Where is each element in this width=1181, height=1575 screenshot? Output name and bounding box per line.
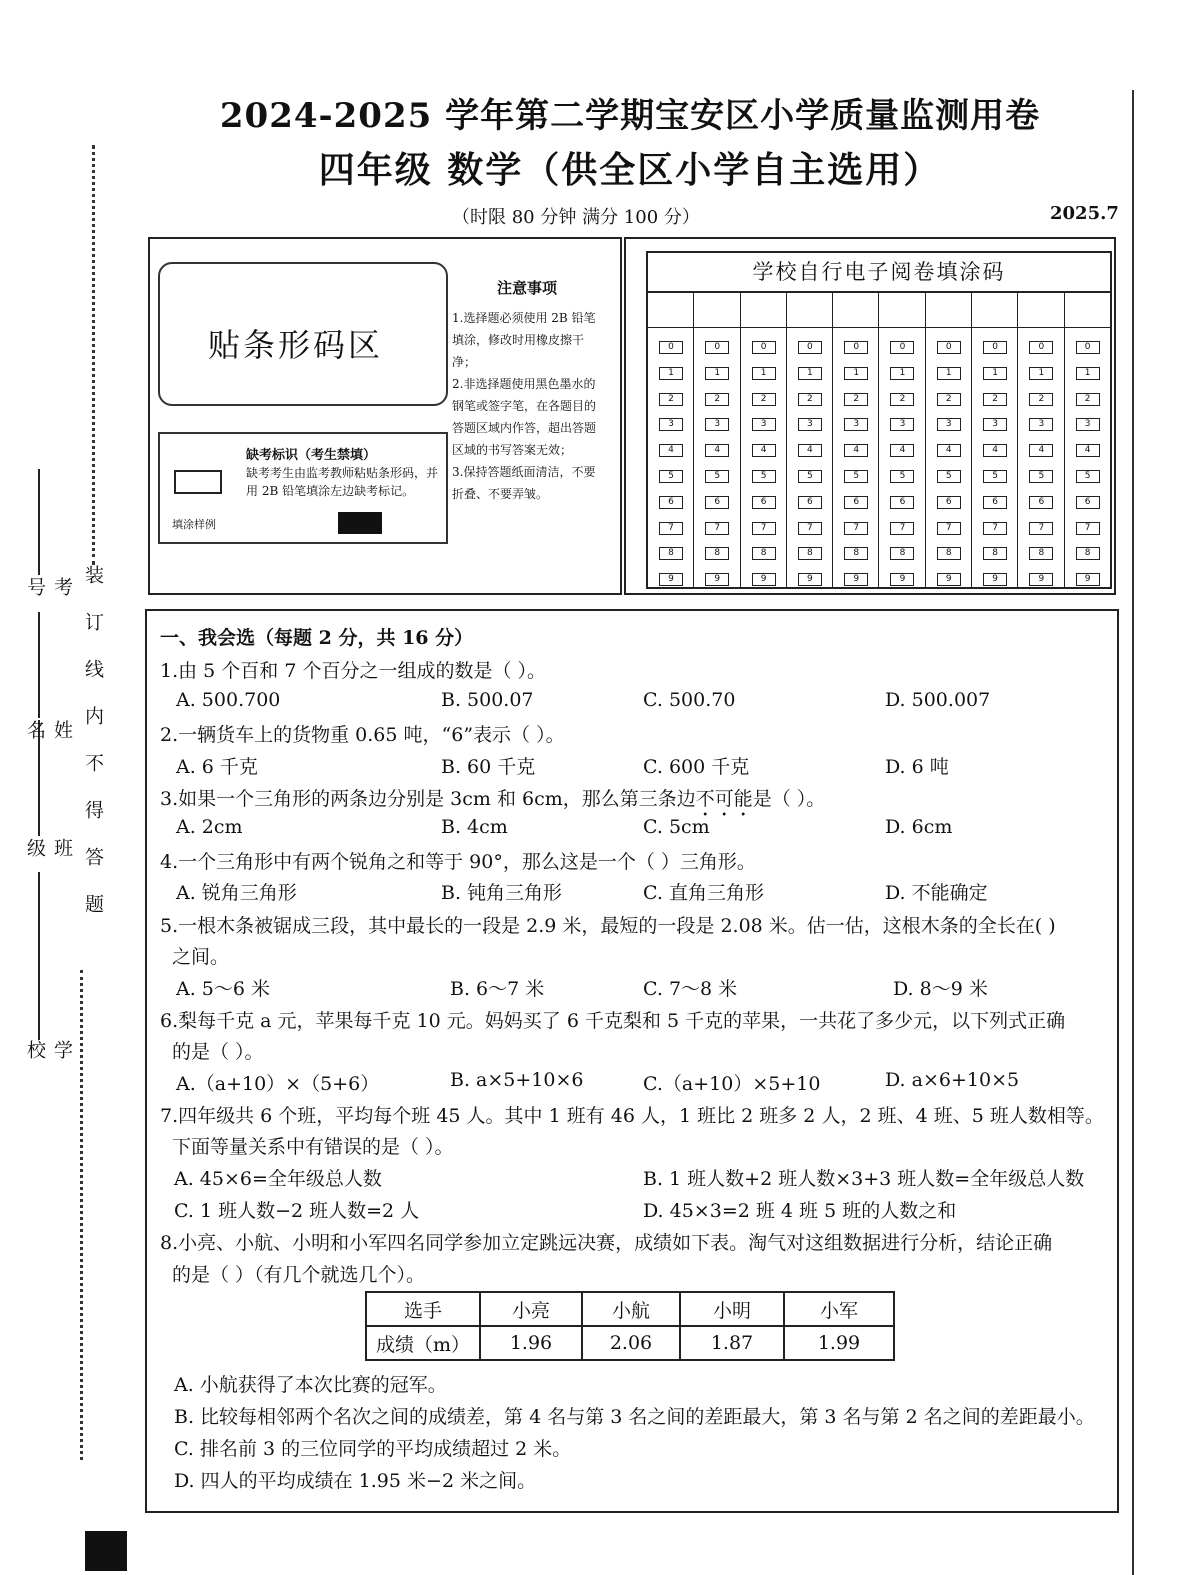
q6-option-a[interactable]: A.（a+10）×（5+6） (176, 1073, 380, 1095)
fill-code-bubble[interactable]: 4 (983, 444, 1007, 457)
class-label: 班级 (24, 838, 73, 863)
absent-mark-box (158, 432, 448, 544)
fill-code-bubble[interactable]: 5 (890, 470, 914, 483)
fill-code-column (787, 293, 833, 587)
binding-warning: 装订线内不得答题 (82, 565, 104, 941)
fill-code-bubble[interactable]: 1 (844, 367, 868, 380)
fill-code-bubble[interactable]: 6 (659, 496, 683, 509)
page-edge-line (1132, 90, 1134, 1575)
table-header-cell: 小航 (582, 1292, 680, 1326)
fill-code-bubble[interactable]: 8 (705, 547, 729, 560)
fill-code-bubble[interactable]: 9 (937, 573, 961, 586)
fill-code-bubble[interactable]: 0 (844, 341, 868, 354)
q1-option-d[interactable]: D. 500.007 (885, 689, 991, 711)
fill-code-bubble[interactable]: 5 (1076, 470, 1100, 483)
fill-code-column-header (972, 293, 1017, 328)
q5-option-d[interactable]: D. 8～9 米 (893, 978, 988, 1000)
notice-item: 3.保持答题纸面清洁，不要折叠、不要弄皱。 (452, 465, 596, 501)
q5-option-b[interactable]: B. 6～7 米 (450, 978, 545, 1000)
fill-code-title: 学校自行电子阅卷填涂码 (648, 253, 1110, 293)
fill-code-bubble[interactable]: 8 (890, 547, 914, 560)
fill-code-bubble[interactable]: 6 (1029, 496, 1053, 509)
fill-code-bubble[interactable]: 7 (844, 522, 868, 535)
fill-code-bubble[interactable]: 0 (659, 341, 683, 354)
q6-option-c[interactable]: C.（a+10）×5+10 (643, 1073, 821, 1095)
fill-code-bubble[interactable]: 1 (983, 367, 1007, 380)
fill-code-bubble[interactable]: 7 (659, 522, 683, 535)
fill-code-bubble[interactable]: 3 (659, 418, 683, 431)
question-8-stem: 8.小亮、小航、小明和小军四名同学参加立定跳远决赛，成绩如下表。淘气对这组数据进行分析，结论正确 (160, 1232, 1053, 1254)
fill-code-bubble[interactable]: 3 (890, 418, 914, 431)
fill-code-bubble[interactable]: 3 (983, 418, 1007, 431)
fill-code-bubble[interactable]: 7 (752, 522, 776, 535)
fill-code-bubble[interactable]: 7 (937, 522, 961, 535)
fill-code-bubble[interactable]: 4 (752, 444, 776, 457)
time-limit: （时限 80 分钟 满分 100 分） (452, 207, 700, 228)
table-header-cell: 小亮 (480, 1292, 582, 1326)
fill-sample-mark (338, 512, 382, 534)
fill-code-bubble[interactable]: 5 (705, 470, 729, 483)
fill-code-bubble[interactable]: 4 (1029, 444, 1053, 457)
fill-code-bubble[interactable]: 1 (890, 367, 914, 380)
fill-code-bubble[interactable]: 0 (1076, 341, 1100, 354)
fill-code-bubble[interactable]: 5 (937, 470, 961, 483)
fill-code-bubble[interactable]: 2 (890, 393, 914, 406)
question-2-stem: 2.一辆货车上的货物重 0.65 吨，“6”表示（ ）。 (160, 724, 565, 746)
exam-no-label: 考号 (24, 577, 73, 602)
exam-date: 2025.7 (1050, 203, 1119, 224)
q5-option-a[interactable]: A. 5～6 米 (176, 978, 271, 1000)
fill-code-bubble[interactable]: 0 (798, 341, 822, 354)
q3-stem-post: 是（ ）。 (752, 788, 826, 810)
fill-code-bubble[interactable]: 5 (844, 470, 868, 483)
fill-code-bubble[interactable]: 3 (1076, 418, 1100, 431)
fill-code-bubble[interactable]: 7 (798, 522, 822, 535)
fill-code-bubble[interactable]: 9 (983, 573, 1007, 586)
fill-code-bubble[interactable]: 7 (1029, 522, 1053, 535)
fill-code-bubble[interactable]: 7 (983, 522, 1007, 535)
fill-code-columns (648, 293, 1110, 587)
fill-code-bubble[interactable]: 4 (844, 444, 868, 457)
q1-option-b[interactable]: B. 500.07 (441, 689, 534, 711)
fill-code-column (1065, 293, 1110, 587)
binding-dotted-line-bottom (80, 970, 83, 1460)
fill-code-column (741, 293, 787, 587)
fill-code-bubble[interactable]: 3 (1029, 418, 1053, 431)
q8-option-a[interactable]: A. 小航获得了本次比赛的冠军。 (174, 1374, 447, 1396)
barcode-area (158, 262, 448, 406)
q4-option-a[interactable]: A. 锐角三角形 (176, 882, 297, 904)
fill-code-column-header (879, 293, 924, 328)
q2-option-a[interactable]: A. 6 千克 (176, 756, 258, 778)
fill-code-bubble[interactable]: 6 (752, 496, 776, 509)
question-5-stem: 5.一根木条被锯成三段，其中最长的一段是 2.9 米，最短的一段是 2.08 米。估一估，这根木条的全长在( ) (160, 915, 1056, 937)
fill-code-column-header (648, 293, 693, 328)
exam-subtitle: 四年级 数学（供全区小学自主选用） (318, 149, 942, 191)
school-underline (38, 872, 40, 1040)
fill-code-bubble[interactable]: 3 (844, 418, 868, 431)
fill-code-column-header (1018, 293, 1063, 328)
name-label: 姓名 (24, 720, 73, 745)
fill-code-bubble[interactable]: 7 (1076, 522, 1100, 535)
fill-code-column (926, 293, 972, 587)
fill-code-column-header (694, 293, 739, 328)
fill-code-bubble[interactable]: 0 (983, 341, 1007, 354)
fill-code-bubble[interactable]: 6 (844, 496, 868, 509)
fill-code-column-header (833, 293, 878, 328)
fill-code-bubble[interactable]: 1 (937, 367, 961, 380)
fill-code-bubble[interactable]: 6 (798, 496, 822, 509)
fill-code-grid (646, 251, 1112, 589)
fill-code-bubble[interactable]: 2 (752, 393, 776, 406)
fill-code-bubble[interactable]: 0 (890, 341, 914, 354)
q6-option-b[interactable]: B. a×5+10×6 (450, 1069, 584, 1091)
q3-option-a[interactable]: A. 2cm (176, 816, 243, 838)
fill-code-bubble[interactable]: 8 (659, 547, 683, 560)
q8-option-d[interactable]: D. 四人的平均成绩在 1.95 米−2 米之间。 (174, 1470, 537, 1492)
q1-option-c[interactable]: C. 500.70 (643, 689, 736, 711)
fill-code-column-header (787, 293, 832, 328)
table-header-cell: 小明 (680, 1292, 784, 1326)
fill-code-bubble[interactable]: 8 (1076, 547, 1100, 560)
absent-text: 缺考考生由监考教师粘贴条形码，并用 2B 铅笔填涂左边缺考标记。 (246, 466, 439, 498)
q8-option-c[interactable]: C. 排名前 3 的三位同学的平均成绩超过 2 米。 (174, 1438, 572, 1460)
notice-title: 注意事项 (496, 279, 557, 297)
q5-option-c[interactable]: C. 7～8 米 (643, 978, 738, 1000)
question-5-stem-cont: 之间。 (172, 946, 230, 968)
q2-option-c[interactable]: C. 600 千克 (643, 756, 750, 778)
fill-code-bubble[interactable]: 2 (937, 393, 961, 406)
question-4-stem: 4.一个三角形中有两个锐角之和等于 90°，那么这是一个（ ）三角形。 (160, 851, 756, 873)
fill-code-bubble[interactable]: 3 (798, 418, 822, 431)
fill-code-bubble[interactable]: 8 (1029, 547, 1053, 560)
fill-code-column-header (926, 293, 971, 328)
fill-code-bubble[interactable]: 8 (983, 547, 1007, 560)
fill-code-bubble[interactable]: 2 (705, 393, 729, 406)
fill-code-bubble[interactable]: 8 (937, 547, 961, 560)
fill-code-bubble[interactable]: 3 (705, 418, 729, 431)
fill-sample-label: 填涂样例 (172, 518, 216, 531)
fill-code-bubble[interactable]: 4 (659, 444, 683, 457)
table-row-label: 成绩（m） (366, 1326, 480, 1360)
fill-code-bubble[interactable]: 3 (937, 418, 961, 431)
fill-code-bubble[interactable]: 3 (752, 418, 776, 431)
fill-code-bubble[interactable]: 9 (752, 573, 776, 586)
q4-option-b[interactable]: B. 钝角三角形 (441, 882, 563, 904)
fill-code-column (1018, 293, 1064, 587)
table-cell: 1.87 (680, 1326, 784, 1360)
notice-item: 1.选择题必须使用 2B 铅笔填涂，修改时用橡皮擦干净； (452, 311, 596, 369)
q8-option-b[interactable]: B. 比较每相邻两个名次之间的成绩差，第 4 名与第 3 名之间的差距最大，第 3 名与第 2 名之间的差距最小。 (174, 1406, 1095, 1428)
question-8-stem-cont: 的是（ ）（有几个就选几个）。 (172, 1264, 426, 1286)
fill-code-column-header (1065, 293, 1110, 328)
fill-code-bubble[interactable]: 0 (1029, 341, 1053, 354)
question-6-stem-cont: 的是（ ）。 (172, 1041, 264, 1063)
q4-option-c[interactable]: C. 直角三角形 (643, 882, 764, 904)
fill-code-bubble[interactable]: 2 (1029, 393, 1053, 406)
fill-code-column (694, 293, 740, 587)
fill-code-bubble[interactable]: 1 (705, 367, 729, 380)
fill-code-bubble[interactable]: 2 (844, 393, 868, 406)
fill-code-bubble[interactable]: 9 (798, 573, 822, 586)
fill-code-bubble[interactable]: 1 (798, 367, 822, 380)
school-label: 学校 (24, 1040, 73, 1065)
fill-code-bubble[interactable]: 2 (659, 393, 683, 406)
fill-code-bubble[interactable]: 0 (752, 341, 776, 354)
q2-option-d[interactable]: D. 6 吨 (885, 756, 949, 778)
fill-code-bubble[interactable]: 9 (659, 573, 683, 586)
fill-code-bubble[interactable]: 4 (798, 444, 822, 457)
fill-code-bubble[interactable]: 4 (1076, 444, 1100, 457)
question-7-stem: 7.四年级共 6 个班，平均每个班 45 人。其中 1 班有 46 人，1 班比 2 班多 2 人，2 班、4 班、5 班人数相等。 (160, 1105, 1104, 1127)
table-header-cell: 选手 (366, 1292, 480, 1326)
fill-code-bubble[interactable]: 4 (705, 444, 729, 457)
fill-code-bubble[interactable]: 6 (937, 496, 961, 509)
fill-code-bubble[interactable]: 2 (1076, 393, 1100, 406)
fill-code-bubble[interactable]: 1 (659, 367, 683, 380)
barcode-label: 贴条形码区 (208, 326, 384, 364)
question-1-stem: 1.由 5 个百和 7 个百分之一组成的数是（ ）。 (160, 660, 547, 682)
q1-option-a[interactable]: A. 500.700 (176, 689, 281, 711)
q7-option-a[interactable]: A. 45×6=全年级总人数 (174, 1168, 382, 1190)
fill-code-bubble[interactable]: 8 (752, 547, 776, 560)
fill-code-bubble[interactable]: 9 (1029, 573, 1053, 586)
fill-code-column-header (741, 293, 786, 328)
q7-option-b[interactable]: B. 1 班人数+2 班人数×3+3 班人数=全年级总人数 (643, 1168, 1085, 1190)
fill-code-column (972, 293, 1018, 587)
table-header-row (366, 1292, 894, 1326)
exam-no-underline (38, 469, 40, 575)
fill-code-bubble[interactable]: 4 (890, 444, 914, 457)
table-cell: 1.99 (784, 1326, 894, 1360)
fill-code-bubble[interactable]: 6 (705, 496, 729, 509)
q3-stem-pre: 3.如果一个三角形的两条边分别是 3cm 和 6cm，那么第三条边 (160, 788, 696, 810)
section-heading: 一、我会选（每题 2 分，共 16 分） (160, 627, 474, 649)
fill-code-bubble[interactable]: 9 (1076, 573, 1100, 586)
fill-code-bubble[interactable]: 5 (798, 470, 822, 483)
fill-code-bubble[interactable]: 2 (798, 393, 822, 406)
q7-option-c[interactable]: C. 1 班人数−2 班人数=2 人 (174, 1200, 420, 1222)
fill-code-bubble[interactable]: 9 (890, 573, 914, 586)
q2-option-b[interactable]: B. 60 千克 (441, 756, 536, 778)
fill-code-column (833, 293, 879, 587)
notice-panel (452, 277, 602, 505)
question-6-stem: 6.梨每千克 a 元，苹果每千克 10 元。妈妈买了 6 千克梨和 5 千克的苹果，一共花了多少元，以下列式正确 (160, 1010, 1066, 1032)
absent-checkbox[interactable] (174, 470, 222, 494)
table-header-cell: 小军 (784, 1292, 894, 1326)
fill-code-bubble[interactable]: 0 (937, 341, 961, 354)
scores-table (365, 1291, 895, 1361)
fill-code-bubble[interactable]: 8 (844, 547, 868, 560)
fill-code-bubble[interactable]: 0 (705, 341, 729, 354)
q3-option-c[interactable]: C. 5cm (643, 816, 710, 838)
notice-item: 2.非选择题使用黑色墨水的钢笔或签字笔，在各题目的答题区域内作答，超出答题区域的书写答案无效； (452, 377, 597, 457)
fill-code-column (879, 293, 925, 587)
fill-code-bubble[interactable]: 5 (1029, 470, 1053, 483)
q3-option-b[interactable]: B. 4cm (441, 816, 508, 838)
table-cell: 2.06 (582, 1326, 680, 1360)
q3-option-d[interactable]: D. 6cm (885, 816, 953, 838)
alignment-mark (85, 1531, 127, 1571)
table-cell: 1.96 (480, 1326, 582, 1360)
fill-code-bubble[interactable]: 8 (798, 547, 822, 560)
fill-code-bubble[interactable]: 6 (1076, 496, 1100, 509)
q4-option-d[interactable]: D. 不能确定 (885, 882, 988, 904)
fill-code-bubble[interactable]: 2 (983, 393, 1007, 406)
fill-code-bubble[interactable]: 1 (1076, 367, 1100, 380)
fill-code-bubble[interactable]: 9 (705, 573, 729, 586)
fill-code-bubble[interactable]: 1 (752, 367, 776, 380)
table-row (366, 1326, 894, 1360)
absent-title: 缺考标识（考生禁填） (246, 448, 377, 463)
fill-code-bubble[interactable]: 5 (752, 470, 776, 483)
fill-code-bubble[interactable]: 6 (983, 496, 1007, 509)
fill-code-bubble[interactable]: 9 (844, 573, 868, 586)
fill-code-bubble[interactable]: 7 (890, 522, 914, 535)
fill-code-bubble[interactable]: 6 (890, 496, 914, 509)
binding-dotted-line-top (92, 145, 95, 565)
fill-code-bubble[interactable]: 4 (937, 444, 961, 457)
question-7-stem-cont: 下面等量关系中有错误的是（ ）。 (172, 1136, 454, 1158)
fill-code-bubble[interactable]: 1 (1029, 367, 1053, 380)
fill-code-column (648, 293, 694, 587)
q3-stem-emphasis: 不可能 (695, 788, 753, 810)
name-underline (38, 612, 40, 718)
exam-title: 2024-2025 学年第二学期宝安区小学质量监测用卷 (219, 96, 1041, 136)
fill-code-bubble[interactable]: 7 (705, 522, 729, 535)
q6-option-d[interactable]: D. a×6+10×5 (885, 1069, 1020, 1091)
fill-code-bubble[interactable]: 5 (983, 470, 1007, 483)
fill-code-bubble[interactable]: 5 (659, 470, 683, 483)
q7-option-d[interactable]: D. 45×3=2 班 4 班 5 班的人数之和 (643, 1200, 957, 1222)
